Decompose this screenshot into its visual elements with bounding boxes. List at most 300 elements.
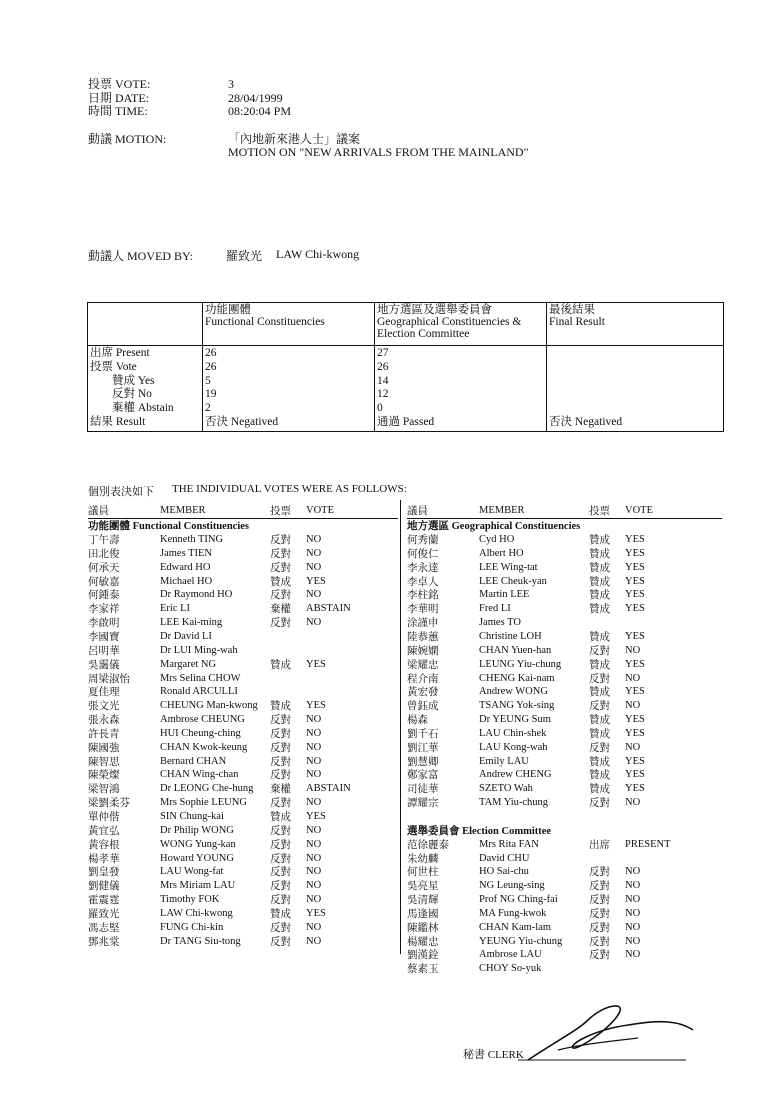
member-name-en: Prof NG Ching-fai	[479, 894, 558, 906]
fc-result: 否決 Negatived	[205, 415, 279, 428]
member-vote-row	[407, 588, 722, 602]
gc-yes: 14	[377, 374, 389, 387]
member-name-en: Christine LOH	[479, 631, 542, 643]
member-name-zh: 陳榮燦	[88, 770, 120, 782]
member-name-en: Howard YOUNG	[160, 852, 234, 864]
ec-section-title: 選舉委員會 Election Committee	[407, 825, 552, 837]
member-vote-row	[88, 560, 398, 574]
vote-zh: 反對	[589, 950, 610, 962]
member-vote-row	[88, 851, 398, 865]
member-vote-row	[88, 616, 398, 630]
vote-zh: 反對	[270, 839, 291, 851]
member-name-en: Mrs Miriam LAU	[160, 880, 236, 892]
member-name-en: Dr TANG Siu-tong	[160, 935, 241, 947]
member-name-zh: 黃容根	[88, 839, 120, 851]
vote-zh: 反對	[589, 867, 610, 879]
gc-present: 27	[377, 347, 389, 359]
member-vote-row	[407, 602, 722, 616]
member-name-en: Mrs Rita FAN	[479, 838, 539, 850]
summary-gc-values	[375, 346, 547, 432]
vote-en: YES	[625, 589, 645, 601]
member-name-zh: 司徒華	[407, 784, 439, 796]
member-name-en: Dr Philip WONG	[160, 824, 234, 836]
member-name-zh: 單仲偕	[88, 811, 120, 823]
member-vote-row	[407, 893, 722, 907]
member-name-zh: 梁耀忠	[407, 659, 439, 671]
moved-by	[88, 247, 359, 264]
member-vote-row	[407, 713, 722, 727]
vote-en: NO	[306, 866, 322, 878]
member-vote-row	[88, 893, 398, 907]
vote-en: NO	[306, 561, 322, 573]
label-no: 反對 No	[112, 388, 152, 401]
member-name-en: LEE Kai-ming	[160, 617, 223, 629]
member-name-en: James TO	[479, 617, 521, 629]
member-name-en: Andrew CHENG	[479, 769, 552, 781]
member-vote-row	[88, 547, 398, 561]
member-name-en: Ambrose LAU	[479, 949, 542, 961]
member-vote-row	[407, 851, 722, 865]
summary-labels	[88, 346, 203, 432]
vote-en: YES	[625, 534, 645, 546]
vote-en: YES	[625, 658, 645, 670]
member-name-zh: 劉皇發	[88, 867, 120, 879]
member-name-en: Albert HO	[479, 547, 524, 559]
member-vote-row	[88, 602, 398, 616]
vote-en: NO	[306, 935, 322, 947]
member-name-en: CHAN Kwok-keung	[160, 741, 248, 753]
motion-title-en: MOTION ON "NEW ARRIVALS FROM THE MAINLAND"	[228, 145, 529, 159]
member-vote-row	[88, 934, 398, 948]
label-present: 出席 Present	[90, 347, 150, 359]
fc-section-title: 功能團體 Functional Constituencies	[88, 521, 250, 533]
vote-en: NO	[625, 907, 641, 919]
head-final-zh: 最後結果	[549, 304, 595, 316]
vote-zh: 反對	[270, 922, 291, 934]
vote-en: NO	[625, 866, 641, 878]
member-name-zh: 何承天	[88, 562, 120, 574]
vote-en: YES	[625, 714, 645, 726]
member-name-en: WONG Yung-kan	[160, 838, 236, 850]
summary-head-gc	[375, 303, 547, 346]
member-name-zh: 曾鈺成	[407, 701, 439, 713]
vote-zh: 反對	[270, 881, 291, 893]
member-vote-row	[88, 727, 398, 741]
member-name-zh: 李家祥	[88, 604, 120, 616]
head-gc-en1: Geographical Constituencies &	[377, 316, 522, 328]
member-vote-row	[88, 768, 398, 782]
member-name-zh: 陳鑑林	[407, 922, 439, 934]
vote-zh: 反對	[270, 715, 291, 727]
date-label: 日期 DATE:	[88, 90, 149, 105]
member-vote-row	[407, 754, 722, 768]
member-name-zh: 劉千石	[407, 728, 439, 740]
vote-zh: 出席	[589, 839, 610, 851]
member-vote-row	[88, 657, 398, 671]
member-name-zh: 朱幼麟	[407, 853, 439, 865]
label-result: 結果 Result	[90, 415, 146, 428]
vote-zh: 反對	[270, 618, 291, 630]
member-name-zh: 陳智思	[88, 756, 120, 768]
right-column-header	[407, 504, 722, 519]
head-fc-zh: 功能團體	[205, 304, 251, 316]
vote-en: NO	[306, 589, 322, 601]
clerk-signature	[518, 1000, 698, 1070]
vote-en: YES	[625, 727, 645, 739]
vote-en: NO	[625, 797, 641, 809]
member-name-zh: 吳靄儀	[88, 659, 120, 671]
col-member-zh: 議員	[88, 506, 109, 518]
member-vote-row	[88, 671, 398, 685]
member-name-zh: 李柱銘	[407, 590, 439, 602]
member-vote-row	[407, 740, 722, 754]
motion-title-zh: 「內地新來港人士」議案	[228, 132, 361, 146]
vote-en: NO	[306, 547, 322, 559]
vote-zh: 贊成	[589, 562, 610, 574]
member-vote-row	[407, 547, 722, 561]
vote-zh: 贊成	[270, 659, 291, 671]
member-name-zh: 李國寶	[88, 632, 120, 644]
member-name-zh: 劉漢銓	[407, 950, 439, 962]
label-abstain: 棄權 Abstain	[112, 402, 174, 415]
member-name-en: SIN Chung-kai	[160, 810, 224, 822]
vote-zh: 反對	[270, 936, 291, 948]
vote-en: YES	[625, 686, 645, 698]
head-fc-en: Functional Constituencies	[205, 316, 325, 328]
vote-en: ABSTAIN	[306, 603, 351, 615]
right-vote-column	[407, 504, 722, 976]
member-name-zh: 何秀蘭	[407, 535, 439, 547]
gc-vote: 26	[377, 360, 389, 373]
col-vote-en: VOTE	[625, 505, 653, 517]
member-name-en: Margaret NG	[160, 658, 217, 670]
vote-zh: 反對	[589, 742, 610, 754]
member-vote-row	[88, 630, 398, 644]
vote-en: NO	[306, 852, 322, 864]
member-name-zh: 劉江華	[407, 742, 439, 754]
member-vote-row	[407, 616, 722, 630]
vote-zh: 贊成	[589, 548, 610, 560]
summary-final	[547, 346, 724, 432]
member-name-zh: 范徐麗泰	[407, 839, 449, 851]
gc-result: 通過 Passed	[377, 415, 435, 428]
label-yes: 贊成 Yes	[112, 374, 155, 387]
vote-zh: 反對	[589, 645, 610, 657]
mover-name-zh: 羅致光	[226, 249, 263, 263]
member-name-zh: 張文光	[88, 701, 120, 713]
vote-zh: 反對	[589, 798, 610, 810]
member-name-en: CHAN Wing-chan	[160, 769, 239, 781]
member-vote-row	[407, 948, 722, 962]
vote-en: NO	[625, 949, 641, 961]
member-vote-row	[407, 560, 722, 574]
vote-zh: 贊成	[589, 590, 610, 602]
individual-heading-en: THE INDIVIDUAL VOTES WERE AS FOLLOWS:	[172, 483, 407, 495]
member-name-en: LAU Kong-wah	[479, 741, 548, 753]
vote-zh: 反對	[270, 825, 291, 837]
member-name-en: Kenneth TING	[160, 534, 224, 546]
label-vote: 投票 Vote	[90, 360, 137, 373]
member-vote-row	[88, 823, 398, 837]
member-name-zh: 何俊仁	[407, 548, 439, 560]
member-name-en: Eric LI	[160, 603, 191, 615]
vote-en: NO	[306, 769, 322, 781]
vote-en: NO	[625, 921, 641, 933]
member-name-en: David CHU	[479, 852, 530, 864]
member-name-zh: 蔡素玉	[407, 964, 439, 976]
member-vote-row	[407, 796, 722, 810]
vote-zh: 反對	[270, 590, 291, 602]
member-name-zh: 張永森	[88, 715, 120, 727]
vote-zh: 贊成	[589, 784, 610, 796]
vote-zh: 贊成	[589, 728, 610, 740]
vote-en: NO	[306, 755, 322, 767]
vote-zh: 反對	[589, 701, 610, 713]
vote-zh: 贊成	[589, 576, 610, 588]
member-name-zh: 鄭家富	[407, 770, 439, 782]
member-name-zh: 李華明	[407, 604, 439, 616]
member-vote-row	[88, 685, 398, 699]
member-name-zh: 程介南	[407, 673, 439, 685]
member-vote-row	[407, 906, 722, 920]
vote-en: NO	[306, 741, 322, 753]
left-vote-column	[88, 504, 398, 948]
vote-en: YES	[306, 810, 326, 822]
vote-en: NO	[625, 700, 641, 712]
member-vote-row	[88, 837, 398, 851]
vote-en: YES	[625, 603, 645, 615]
fc-vote: 26	[205, 360, 217, 373]
member-vote-row	[88, 865, 398, 879]
member-name-zh: 李啟明	[88, 618, 120, 630]
fc-no: 19	[205, 388, 217, 401]
member-name-zh: 劉健儀	[88, 881, 120, 893]
col-member-en: MEMBER	[160, 505, 206, 517]
vote-header	[88, 78, 291, 119]
member-name-en: Ronald ARCULLI	[160, 686, 238, 698]
vote-en: ABSTAIN	[306, 783, 351, 795]
vote-en: NO	[306, 534, 322, 546]
member-vote-row	[88, 574, 398, 588]
time-value: 08:20:04 PM	[228, 104, 292, 118]
member-name-zh: 楊耀忠	[407, 936, 439, 948]
member-name-en: Bernard CHAN	[160, 755, 227, 767]
vote-zh: 反對	[270, 770, 291, 782]
vote-zh: 反對	[589, 881, 610, 893]
vote-zh: 贊成	[270, 701, 291, 713]
member-name-zh: 呂明華	[88, 645, 120, 657]
member-vote-row	[407, 768, 722, 782]
vote-en: YES	[625, 561, 645, 573]
member-vote-row	[407, 685, 722, 699]
member-name-en: TAM Yiu-chung	[479, 797, 549, 809]
member-name-en: Dr LEONG Che-hung	[160, 783, 254, 795]
member-vote-row	[88, 796, 398, 810]
vote-en: YES	[625, 769, 645, 781]
head-gc-en2: Election Committee	[377, 328, 470, 340]
vote-en: NO	[625, 935, 641, 947]
vote-en: NO	[306, 797, 322, 809]
member-name-en: Dr LUI Ming-wah	[160, 644, 238, 656]
member-vote-row	[407, 671, 722, 685]
member-name-zh: 田北俊	[88, 548, 120, 560]
member-name-en: LAU Chin-shek	[479, 727, 547, 739]
vote-en: NO	[625, 644, 641, 656]
vote-zh: 反對	[270, 562, 291, 574]
vote-en: NO	[306, 838, 322, 850]
member-name-en: Mrs Sophie LEUNG	[160, 797, 247, 809]
vote-zh: 反對	[270, 798, 291, 810]
member-name-en: YEUNG Yiu-chung	[479, 935, 563, 947]
member-name-en: HO Sai-chu	[479, 866, 529, 878]
member-vote-row	[88, 533, 398, 547]
vote-en: NO	[306, 894, 322, 906]
member-name-zh: 黃宏發	[407, 687, 439, 699]
member-name-en: MA Fung-kwok	[479, 907, 547, 919]
vote-zh: 贊成	[589, 535, 610, 547]
member-name-en: Andrew WONG	[479, 686, 548, 698]
member-name-zh: 霍震霆	[88, 895, 120, 907]
member-name-en: Cyd HO	[479, 534, 515, 546]
vote-zh: 贊成	[270, 576, 291, 588]
member-name-zh: 馬逢國	[407, 908, 439, 920]
member-name-zh: 夏佳理	[88, 687, 120, 699]
vote-en: PRESENT	[625, 838, 671, 850]
member-name-zh: 梁智鴻	[88, 784, 120, 796]
vote-zh: 贊成	[589, 604, 610, 616]
member-name-en: LEE Wing-tat	[479, 561, 538, 573]
member-name-zh: 吳亮星	[407, 881, 439, 893]
member-name-en: Edward HO	[160, 561, 211, 573]
vote-zh: 反對	[270, 742, 291, 754]
member-name-zh: 周梁淑怡	[88, 673, 130, 685]
member-vote-row	[88, 782, 398, 796]
member-name-zh: 楊孝華	[88, 853, 120, 865]
member-vote-row	[88, 879, 398, 893]
col-vote-en: VOTE	[306, 505, 334, 517]
vote-zh: 贊成	[589, 632, 610, 644]
member-name-zh: 許長青	[88, 728, 120, 740]
summary-fc-values	[203, 346, 375, 432]
member-name-en: CHOY So-yuk	[479, 963, 542, 975]
member-name-zh: 李卓人	[407, 576, 439, 588]
member-vote-row	[88, 906, 398, 920]
member-name-en: Dr David LI	[160, 631, 212, 643]
member-name-en: FUNG Chi-kin	[160, 921, 224, 933]
member-vote-row	[407, 699, 722, 713]
member-name-zh: 何敏嘉	[88, 576, 120, 588]
vote-zh: 反對	[270, 548, 291, 560]
vote-en: YES	[625, 755, 645, 767]
vote-zh: 反對	[589, 673, 610, 685]
member-vote-row	[407, 920, 722, 934]
mover-label: 動議人 MOVED BY:	[88, 249, 193, 263]
motion-label: 動議 MOTION:	[88, 132, 167, 146]
member-vote-row	[407, 865, 722, 879]
date-value: 28/04/1999	[228, 90, 283, 105]
vote-en: YES	[306, 907, 326, 919]
member-name-zh: 馮志堅	[88, 922, 120, 934]
member-vote-row	[407, 879, 722, 893]
vote-value: 3	[228, 77, 234, 91]
motion	[88, 133, 528, 159]
member-name-zh: 陳婉嫻	[407, 645, 439, 657]
gc-section-title: 地方選區 Geographical Constituencies	[407, 521, 581, 533]
vote-zh: 贊成	[589, 715, 610, 727]
fc-present: 26	[205, 347, 217, 359]
member-name-en: Timothy FOK	[160, 894, 220, 906]
member-name-en: Ambrose CHEUNG	[160, 714, 245, 726]
col-member-zh: 議員	[407, 506, 428, 518]
vote-zh: 贊成	[270, 811, 291, 823]
vote-en: YES	[306, 575, 326, 587]
head-gc-zh: 地方選區及選舉委員會	[377, 304, 492, 316]
vote-zh: 贊成	[589, 756, 610, 768]
member-name-zh: 何世柱	[407, 867, 439, 879]
vote-en: NO	[625, 880, 641, 892]
member-name-en: LEUNG Yiu-chung	[479, 658, 562, 670]
member-name-zh: 羅致光	[88, 908, 120, 920]
member-vote-row	[88, 588, 398, 602]
member-name-en: TSANG Yok-sing	[479, 700, 555, 712]
member-name-en: CHAN Yuen-han	[479, 644, 552, 656]
member-name-en: HUI Cheung-ching	[160, 727, 241, 739]
member-vote-row	[88, 699, 398, 713]
summary-head-final	[547, 303, 724, 346]
member-name-en: CHAN Kam-lam	[479, 921, 552, 933]
member-vote-row	[407, 630, 722, 644]
head-final-en: Final Result	[549, 316, 605, 328]
vote-en: NO	[306, 921, 322, 933]
vote-zh: 反對	[589, 895, 610, 907]
member-name-en: Fred LI	[479, 603, 511, 615]
member-name-zh: 陸恭蕙	[407, 632, 439, 644]
time-label: 時間 TIME:	[88, 104, 148, 118]
member-name-zh: 鄧兆棠	[88, 936, 120, 948]
member-name-en: LAW Chi-kwong	[160, 907, 233, 919]
vote-zh: 反對	[270, 853, 291, 865]
member-vote-row	[407, 837, 722, 851]
vote-en: YES	[625, 547, 645, 559]
member-name-zh: 陳國強	[88, 742, 120, 754]
member-vote-row	[88, 754, 398, 768]
member-name-en: LEE Cheuk-yan	[479, 575, 547, 587]
left-column-header	[88, 504, 398, 519]
member-vote-row	[407, 643, 722, 657]
final-result: 否決 Negatived	[549, 415, 623, 428]
vote-en: YES	[625, 575, 645, 587]
individual-heading-zh: 個別表決如下	[88, 486, 154, 498]
vote-en: NO	[625, 672, 641, 684]
vote-en: NO	[306, 824, 322, 836]
member-vote-row	[88, 920, 398, 934]
mover-name-en: LAW Chi-kwong	[276, 247, 360, 261]
member-vote-row	[407, 934, 722, 948]
member-name-zh: 丁午壽	[88, 535, 120, 547]
column-divider	[400, 500, 401, 954]
member-name-en: James TIEN	[160, 547, 213, 559]
vote-en: NO	[306, 880, 322, 892]
gc-abstain: 0	[377, 402, 383, 415]
member-name-en: Mrs Selina CHOW	[160, 672, 241, 684]
col-member-en: MEMBER	[479, 505, 525, 517]
member-name-zh: 李永達	[407, 562, 439, 574]
vote-zh: 贊成	[589, 659, 610, 671]
col-vote-zh: 投票	[270, 506, 291, 518]
vote-en: NO	[306, 714, 322, 726]
vote-en: YES	[306, 658, 326, 670]
vote-zh: 贊成	[589, 770, 610, 782]
